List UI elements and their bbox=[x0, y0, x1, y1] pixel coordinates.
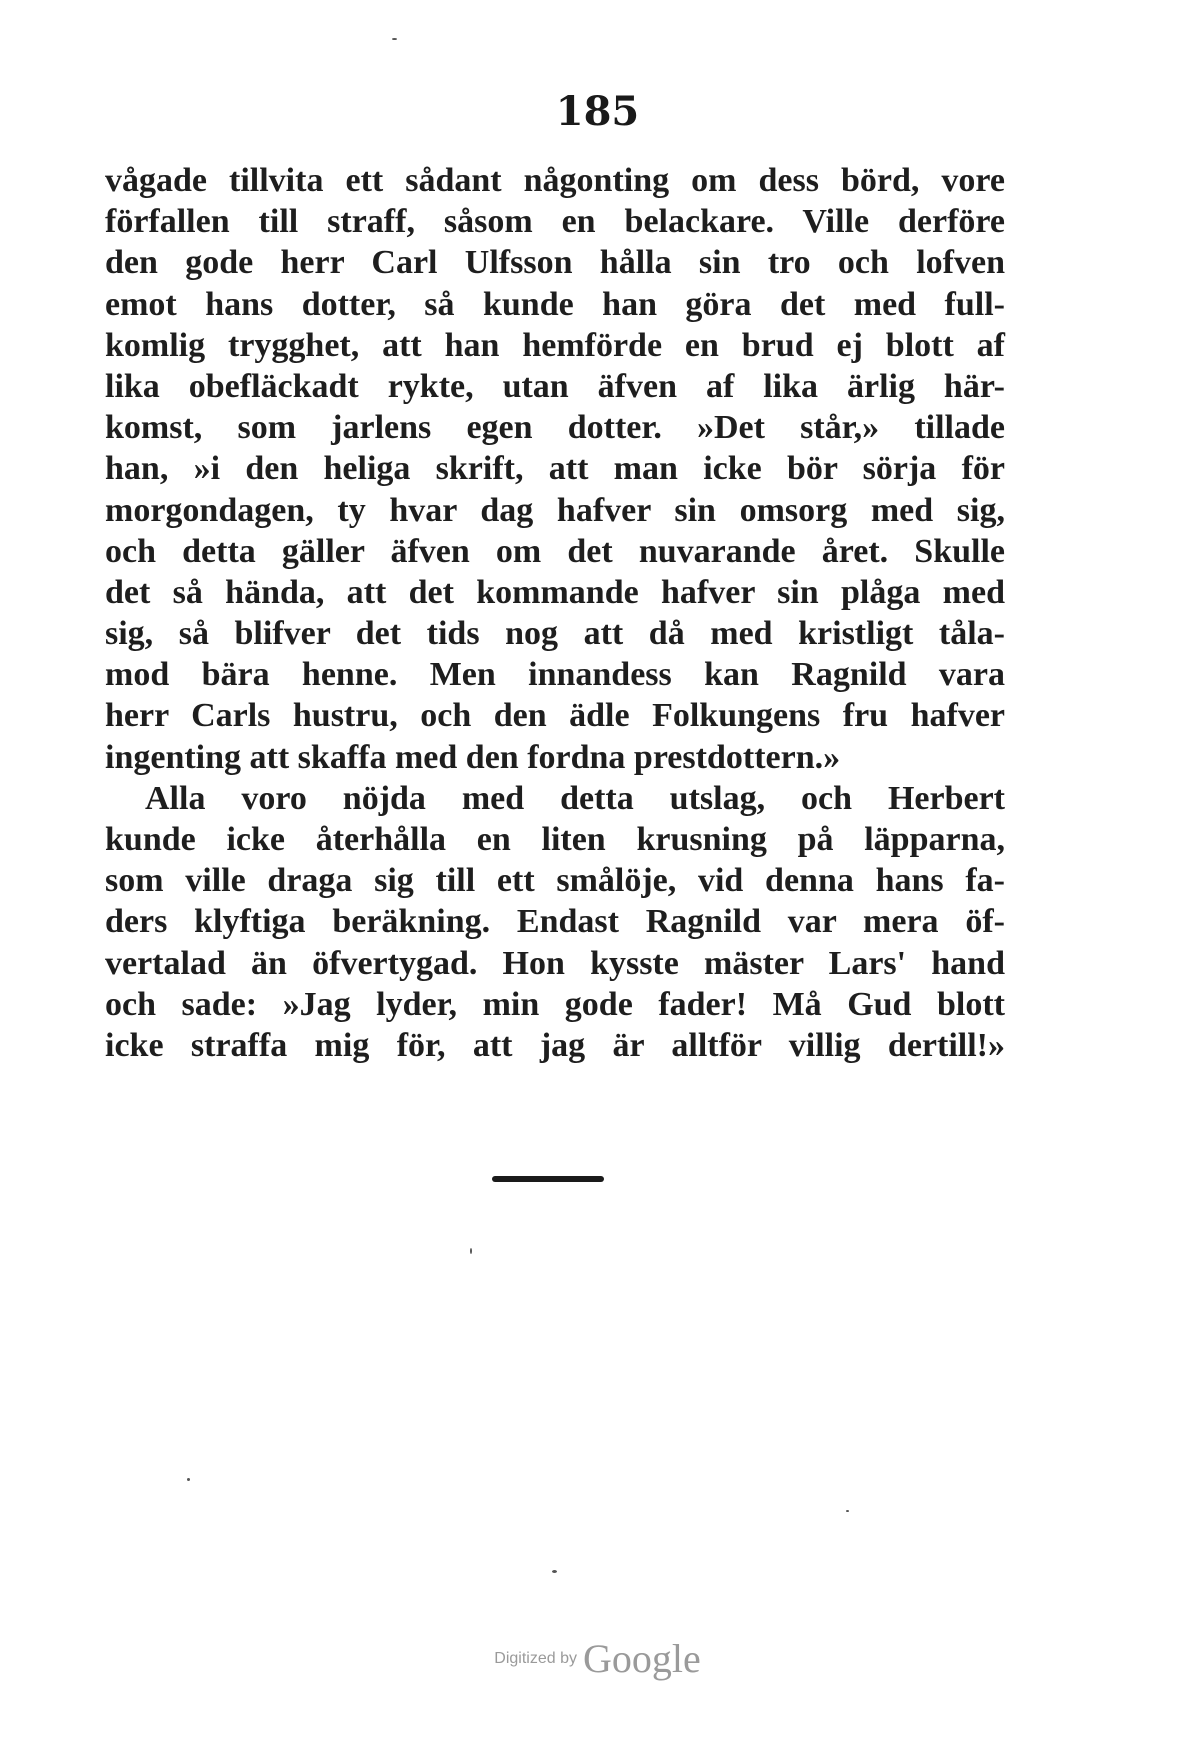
text-line: komst, som jarlens egen dotter. »Det står,» tillade bbox=[105, 409, 1005, 447]
text-line: som ville draga sig till ett smålöje, vid denna hans fa- bbox=[105, 862, 1005, 900]
page-number: 185 bbox=[555, 88, 640, 135]
text-line: och detta gäller äfven om det nuvarande året. Skulle bbox=[105, 532, 1005, 570]
text-line: ingenting att skaffa med den fordna prestdottern.» bbox=[105, 738, 841, 776]
text-line: Alla voro nöjda med detta utslag, och Herbert bbox=[145, 779, 1005, 817]
text-line: ders klyftiga beräkning. Endast Ragnild var mera öf- bbox=[105, 903, 1005, 941]
google-logo: Google bbox=[582, 1636, 701, 1681]
watermark-prefix: Digitized by bbox=[494, 1649, 577, 1667]
text-line: emot hans dotter, så kunde han göra det med full- bbox=[105, 285, 1005, 323]
scan-speck bbox=[470, 1248, 472, 1254]
text-line: förfallen till straff, såsom en belackare. Ville derföre bbox=[105, 203, 1005, 241]
text-line: vertalad än öfvertygad. Hon kysste mäster Lars' hand bbox=[105, 944, 1005, 982]
text-line: icke straffa mig för, att jag är alltför villig dertill!» bbox=[105, 1026, 1005, 1064]
section-end-rule bbox=[492, 1176, 604, 1182]
scan-speck bbox=[187, 1478, 190, 1481]
scan-speck bbox=[392, 38, 397, 40]
body-text bbox=[105, 160, 1005, 1066]
text-line: den gode herr Carl Ulfsson hålla sin tro och lofven bbox=[105, 244, 1005, 282]
text-line: komlig trygghet, att han hemförde en brud ej blott af bbox=[105, 326, 1005, 364]
text-line: sig, så blifver det tids nog att då med kristligt tåla- bbox=[105, 615, 1005, 653]
text-line: vågade tillvita ett sådant någonting om dess börd, vore bbox=[105, 162, 1005, 199]
text-line: det så hända, att det kommande hafver sin plåga med bbox=[105, 573, 1005, 611]
text-line: lika obefläckadt rykte, utan äfven af lika ärlig här- bbox=[105, 367, 1005, 405]
text-line: herr Carls hustru, och den ädle Folkungens fru hafver bbox=[105, 697, 1005, 735]
text-line: kunde icke återhålla en liten krusning på läpparna, bbox=[105, 821, 1005, 858]
scan-speck bbox=[552, 1570, 557, 1573]
text-line: mod bära henne. Men innandess kan Ragnild vara bbox=[105, 656, 1005, 694]
text-line: han, »i den heliga skrift, att man icke bör sörja för bbox=[105, 450, 1005, 488]
digitization-watermark bbox=[0, 1635, 1195, 1682]
scan-speck bbox=[846, 1510, 849, 1512]
text-line: morgondagen, ty hvar dag hafver sin omsorg med sig, bbox=[105, 491, 1005, 529]
text-line: och sade: »Jag lyder, min gode fader! Må Gud blott bbox=[105, 985, 1005, 1023]
